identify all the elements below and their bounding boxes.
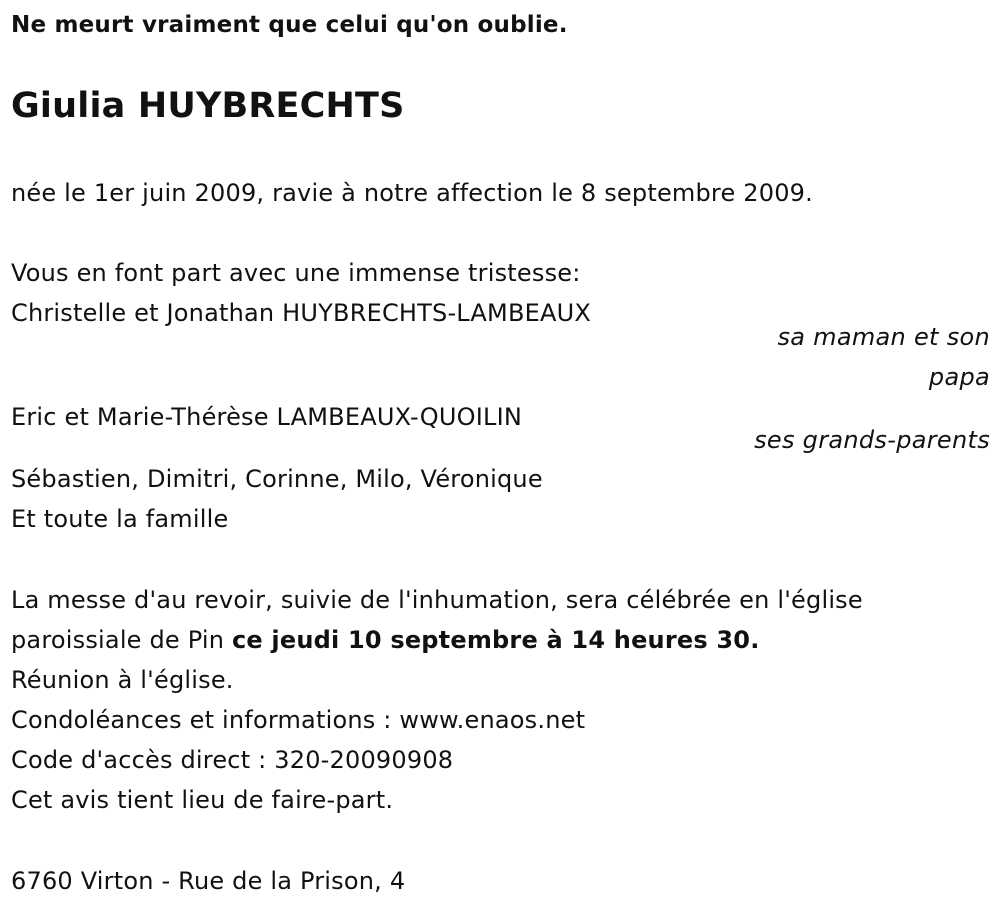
condolences-info: Condoléances et informations : www.enaos.net (11, 706, 586, 734)
address: 6760 Virton - Rue de la Prison, 4 (11, 867, 406, 895)
parents-names: Christelle et Jonathan HUYBRECHTS-LAMBEAUX (11, 299, 592, 327)
ceremony-date-time: ce jeudi 10 septembre à 14 heures 30. (231, 626, 760, 654)
notice-quote: Ne meurt vraiment que celui qu'on oublie. (11, 12, 568, 38)
other-relatives: Sébastien, Dimitri, Corinne, Milo, Véronique (11, 465, 543, 493)
parents-relation-line-2: papa (928, 363, 990, 391)
parents-relation-line-1: sa maman et son (777, 323, 990, 351)
ceremony-line-2 (11, 625, 760, 655)
grandparents-relation: ses grands-parents (754, 426, 990, 454)
whole-family: Et toute la famille (11, 505, 229, 533)
access-code: Code d'accès direct : 320-20090908 (11, 746, 454, 774)
deceased-name: Giulia HUYBRECHTS (11, 86, 405, 126)
birth-death-dates: née le 1er juin 2009, ravie à notre affection le 8 septembre 2009. (11, 179, 813, 207)
notice-note: Cet avis tient lieu de faire-part. (11, 786, 394, 814)
ceremony-location: paroissiale de Pin (11, 626, 232, 654)
grandparents-names: Eric et Marie-Thérèse LAMBEAUX-QUOILIN (11, 403, 523, 431)
meeting-info: Réunion à l'église. (11, 666, 234, 694)
announcement-intro: Vous en font part avec une immense tristesse: (11, 259, 581, 287)
ceremony-line-1: La messe d'au revoir, suivie de l'inhumation, sera célébrée en l'église (11, 586, 863, 614)
